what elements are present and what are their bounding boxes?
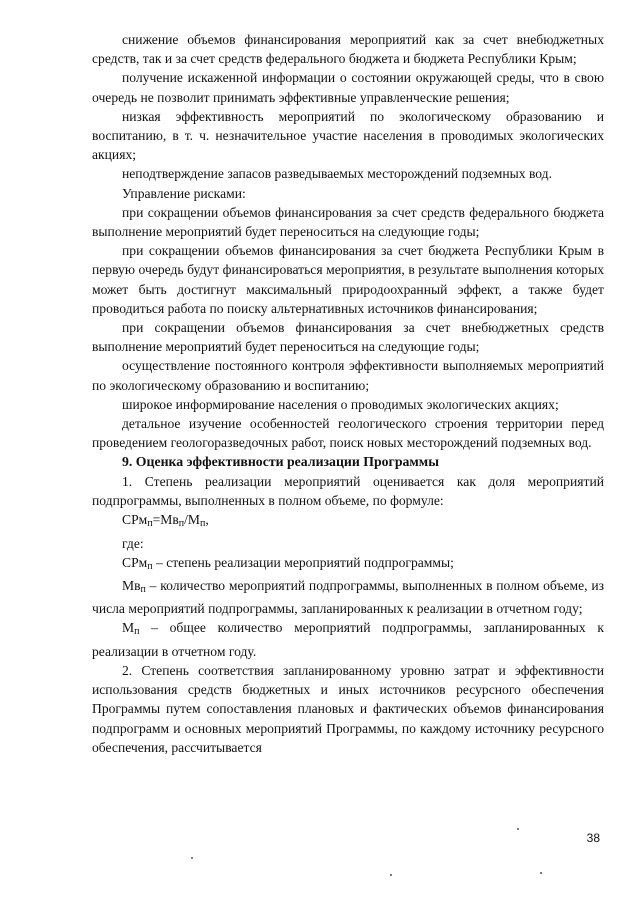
def-symbol: Мв: [122, 578, 141, 594]
paragraph: при сокращении объемов финансирования за счет бюджета Республики Крым в первую очередь будут финансироваться мероприятия, в результате выполнения которых может быть достигнут максимальный природоохранный эффект, а также будет проводиться работа по поиску альтернативных источников финансирования;: [92, 243, 604, 316]
definition: [92, 576, 604, 618]
scan-speck: [517, 828, 519, 830]
scan-speck: [540, 872, 542, 874]
def-text: – степень реализации мероприятий подпрограммы;: [152, 554, 454, 570]
paragraph: при сокращении объемов финансирования за счет внебюджетных средств выполнение мероприятий будет переноситься на следующие годы;: [92, 320, 604, 355]
formula-div: /М: [184, 512, 201, 528]
def-symbol-sub: п: [147, 560, 153, 572]
page-number: 38: [586, 831, 600, 845]
scan-speck: [191, 857, 193, 859]
def-symbol-sub: п: [134, 626, 140, 638]
paragraph: детальное изучение особенностей геологического строения территории перед проведением геологоразведочных работ, поиск новых месторождений подземных вод.: [92, 416, 604, 451]
formula-lhs: СРм: [122, 512, 148, 528]
formula-tail: ,: [205, 512, 209, 528]
document-page: [92, 30, 604, 757]
formula-div-sub: п: [200, 518, 206, 530]
where-label: где:: [122, 535, 144, 551]
def-text: – общее количество мероприятий подпрограммы, запланированных к реализации в отчетном году.: [92, 620, 604, 659]
paragraph: осуществление постоянного контроля эффективности выполняемых мероприятий по экологическому образованию и воспитанию;: [92, 358, 604, 393]
paragraph: 2. Степень соответствия запланированному уровню затрат и эффективности использования средств бюджетных и иных источников ресурсного обеспечения Программы путем сопоставления плановых и фактических объемов финансирования подпрограмм и основных мероприятий Программы, по каждому источнику ресурсного обеспечения, рассчитывается: [92, 662, 604, 755]
def-symbol: М: [122, 620, 135, 636]
def-symbol: СРм: [122, 554, 148, 570]
formula-eq: =Мв: [152, 512, 179, 528]
def-text: – количество мероприятий подпрограммы, выполненных в полном объеме, из числа мероприятий подпрограммы, запланированных к реализации в отчетном году;: [92, 578, 604, 617]
paragraph: снижение объемов финансирования мероприятий как за счет внебюджетных средств, так и за счет средств федерального бюджета и бюджета Республики Крым;: [92, 32, 604, 67]
formula: [92, 510, 604, 533]
def-symbol-sub: п: [140, 584, 146, 596]
definition: [92, 553, 604, 576]
formula-mid-sub: п: [178, 518, 185, 530]
paragraph: 1. Степень реализации мероприятий оценивается как доля мероприятий подпрограммы, выполненных в полном объеме, по формуле:: [92, 474, 604, 509]
paragraph: низкая эффективность мероприятий по экологическому образованию и воспитанию, в т. ч. незначительное участие населения в проводимых экологических акциях;: [92, 108, 604, 163]
formula-lhs-sub: п: [147, 518, 153, 530]
paragraph: широкое информирование населения о проводимых экологических акциях;: [122, 396, 559, 412]
definition: [92, 618, 604, 660]
scan-speck: [390, 874, 392, 876]
paragraph: неподтверждение запасов разведываемых месторождений подземных вод.: [122, 166, 553, 182]
paragraph: получение искаженной информации о состоянии окружающей среды, что в свою очередь не позволит принимать эффективные управленческие решения;: [92, 70, 604, 105]
section-heading: 9. Оценка эффективности реализации Программы: [122, 454, 439, 470]
paragraph: при сокращении объемов финансирования за счет средств федерального бюджета выполнение мероприятий будет переноситься на следующие годы;: [92, 204, 604, 240]
paragraph: Управление рисками:: [122, 185, 246, 201]
